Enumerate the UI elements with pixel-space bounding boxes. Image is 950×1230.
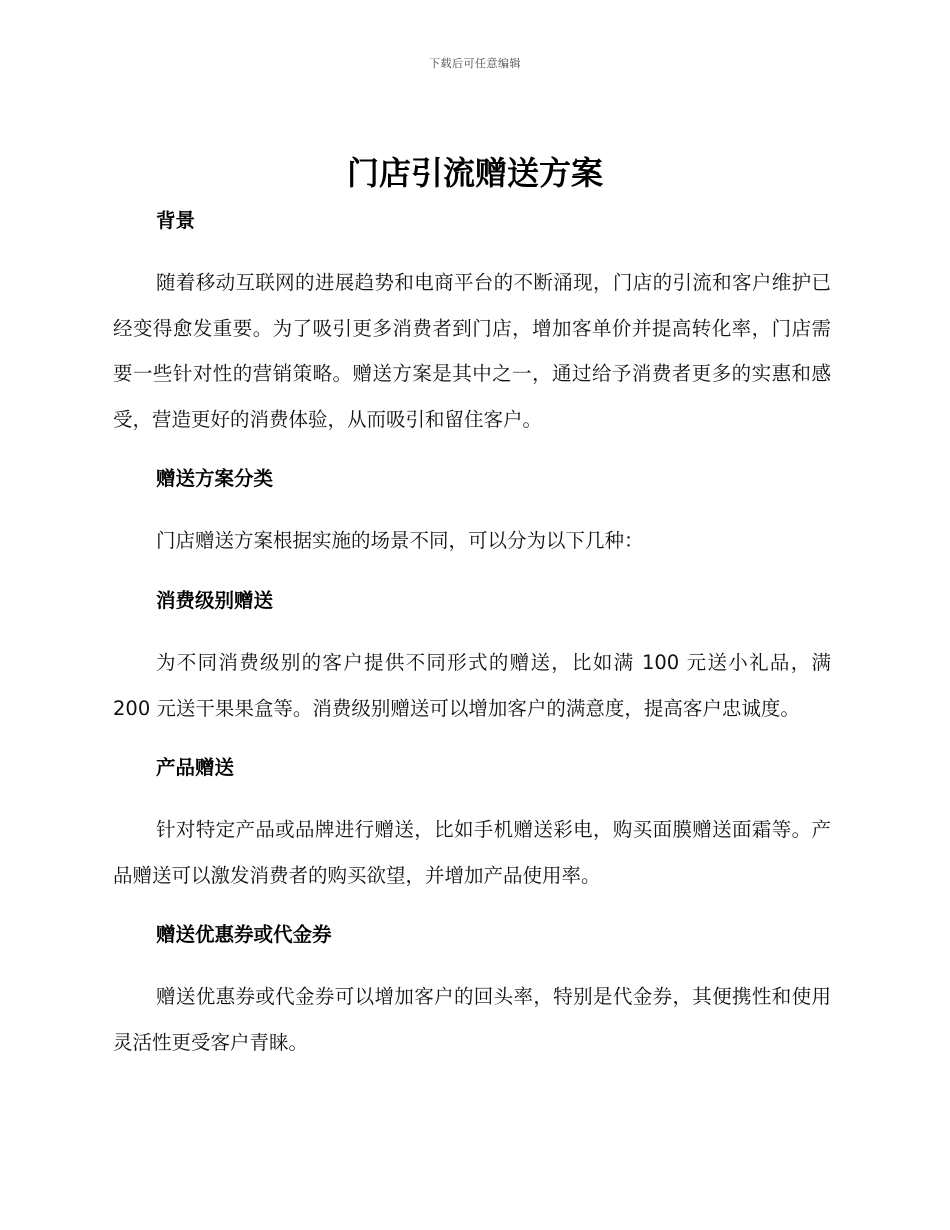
section-paragraph-spending-level: 为不同消费级别的客户提供不同形式的赠送，比如满 100 元送小礼品，满 200 元送干果果盒等。消费级别赠送可以增加客户的满意度，提高客户忠诚度。 (113, 650, 831, 720)
header-note: 下载后可任意编辑 (429, 57, 521, 70)
document-title: 门店引流赠送方案 (346, 154, 603, 192)
section-paragraph-background: 随着移动互联网的进展趋势和电商平台的不断涌现，门店的引流和客户维护已经变得愈发重要。为了吸引更多消费者到门店，增加客单价并提高转化率，门店需要一些针对性的营销策略。赠送方案是其中之一，通过给予消费者更多的实惠和感受，营造更好的消费体验，从而吸引和留住客户。 (113, 271, 831, 431)
section-heading-categories: 赠送方案分类 (156, 467, 274, 491)
section-paragraph-product-gift: 针对特定产品或品牌进行赠送，比如手机赠送彩电，购买面膜赠送面霜等。产品赠送可以激发消费者的购买欲望，并增加产品使用率。 (113, 818, 831, 887)
section-heading-background: 背景 (156, 209, 196, 232)
document-body (113, 204, 831, 1066)
section-heading-product-gift: 产品赠送 (156, 756, 235, 780)
section-heading-spending-level: 消费级别赠送 (156, 588, 274, 612)
section-paragraph-categories: 门店赠送方案根据实施的场景不同，可以分为以下几种： (156, 529, 644, 553)
section-paragraph-coupons: 赠送优惠券或代金券可以增加客户的回头率，特别是代金券，其便携性和使用灵活性更受客户青睐。 (113, 985, 831, 1054)
section-heading-coupons: 赠送优惠券或代金券 (156, 923, 332, 947)
